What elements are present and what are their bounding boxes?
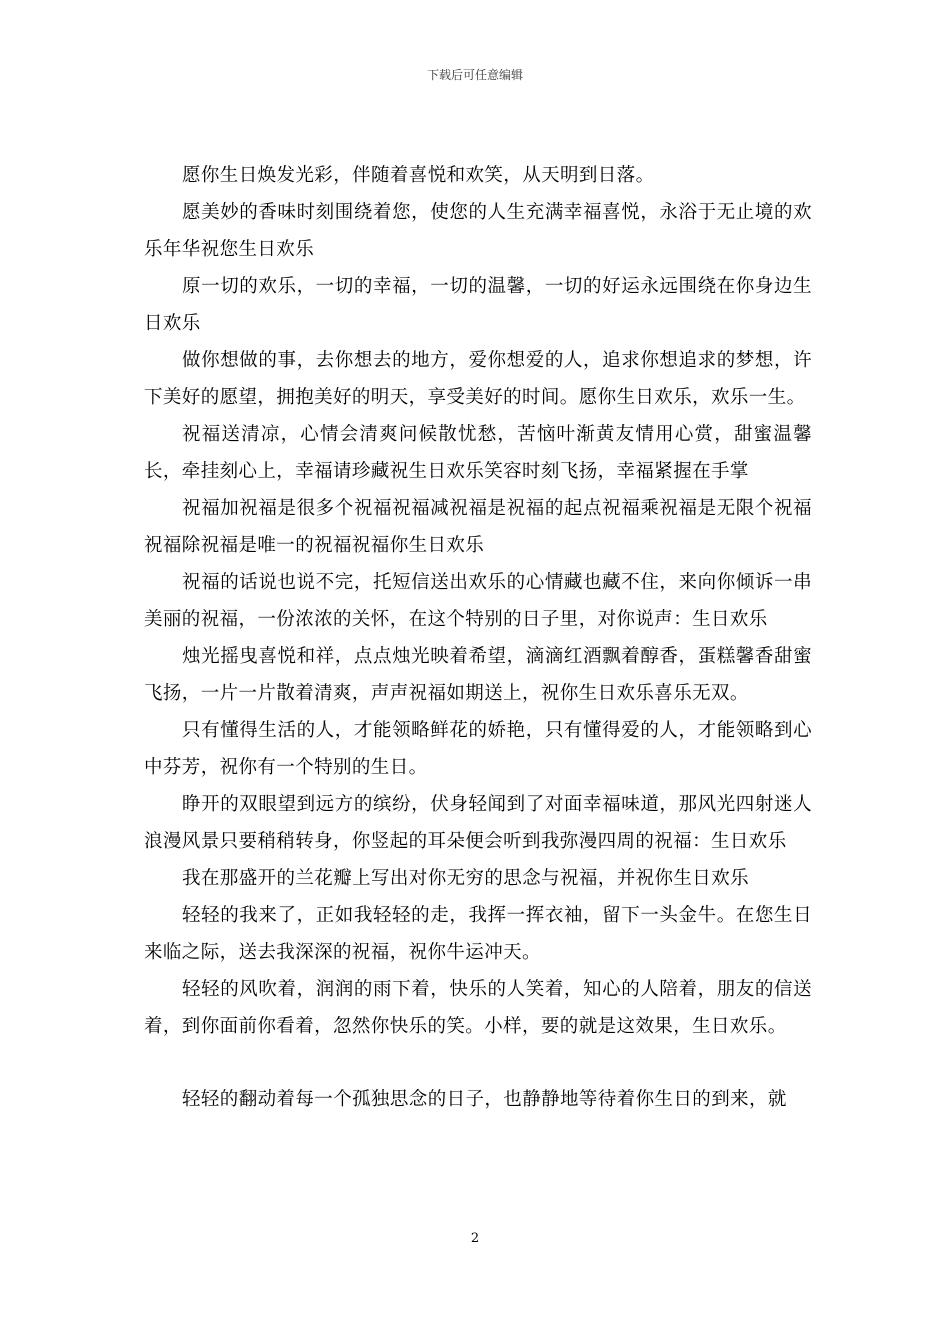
paragraph: 睁开的双眼望到远方的缤纷，伏身轻闻到了对面幸福味道，那风光四射迷人浪漫风景只要稍稍转身，你竖起的耳朵便会听到我弥漫四周的祝福：生日欢乐 (144, 794, 812, 852)
paragraph: 祝福送清凉，心情会清爽问候散忧愁，苦恼叶渐黄友情用心赏，甜蜜温馨长，牵挂刻心上，幸福请珍藏祝生日欢乐笑容时刻飞扬，幸福紧握在手掌 (144, 424, 812, 482)
page-number: 2 (470, 1231, 480, 1246)
paragraph: 只有懂得生活的人，才能领略鲜花的娇艳，只有懂得爱的人，才能领略到心中芬芳，祝你有一个特别的生日。 (144, 720, 812, 778)
paragraph: 做你想做的事，去你想去的地方，爱你想爱的人，追求你想追求的梦想，许下美好的愿望，拥抱美好的明天，享受美好的时间。愿你生日欢乐，欢乐一生。 (144, 350, 812, 408)
paragraph: 原一切的欢乐，一切的幸福，一切的温馨，一切的好运永远围绕在你身边生日欢乐 (144, 276, 812, 334)
paragraph: 轻轻的我来了，正如我轻轻的走，我挥一挥衣袖，留下一头金牛。在您生日来临之际，送去我深深的祝福，祝你牛运冲天。 (144, 905, 812, 963)
paragraph: 祝福加祝福是很多个祝福祝福减祝福是祝福的起点祝福乘祝福是无限个祝福祝福除祝福是唯一的祝福祝福你生日欢乐 (144, 498, 812, 556)
paragraph: 愿美妙的香味时刻围绕着您，使您的人生充满幸福喜悦，永浴于无止境的欢乐年华祝您生日欢乐 (144, 202, 812, 260)
page-header-note: 下载后可任意编辑 (426, 68, 523, 82)
paragraph: 祝福的话说也说不完，托短信送出欢乐的心情藏也藏不住，来向你倾诉一串美丽的祝福，一份浓浓的关怀，在这个特别的日子里，对你说声：生日欢乐 (144, 572, 812, 630)
paragraph: 我在那盛开的兰花瓣上写出对你无穷的思念与祝福，并祝你生日欢乐 (182, 868, 750, 889)
paragraph: 轻轻的翻动着每一个孤独思念的日子，也静静地等待着你生日的到来，就 (182, 1089, 787, 1110)
paragraph: 轻轻的风吹着，润润的雨下着，快乐的人笑着，知心的人陪着，朋友的信送着，到你面前你看着，忽然你快乐的笑。小样，要的就是这效果，生日欢乐。 (144, 979, 812, 1037)
paragraph: 愿你生日焕发光彩，伴随着喜悦和欢笑，从天明到日落。 (182, 165, 655, 186)
document-body (144, 157, 812, 1118)
paragraph: 烛光摇曳喜悦和祥，点点烛光映着希望，滴滴红酒飘着醇香，蛋糕馨香甜蜜飞扬，一片一片散着清爽，声声祝福如期送上，祝你生日欢乐喜乐无双。 (144, 646, 812, 704)
